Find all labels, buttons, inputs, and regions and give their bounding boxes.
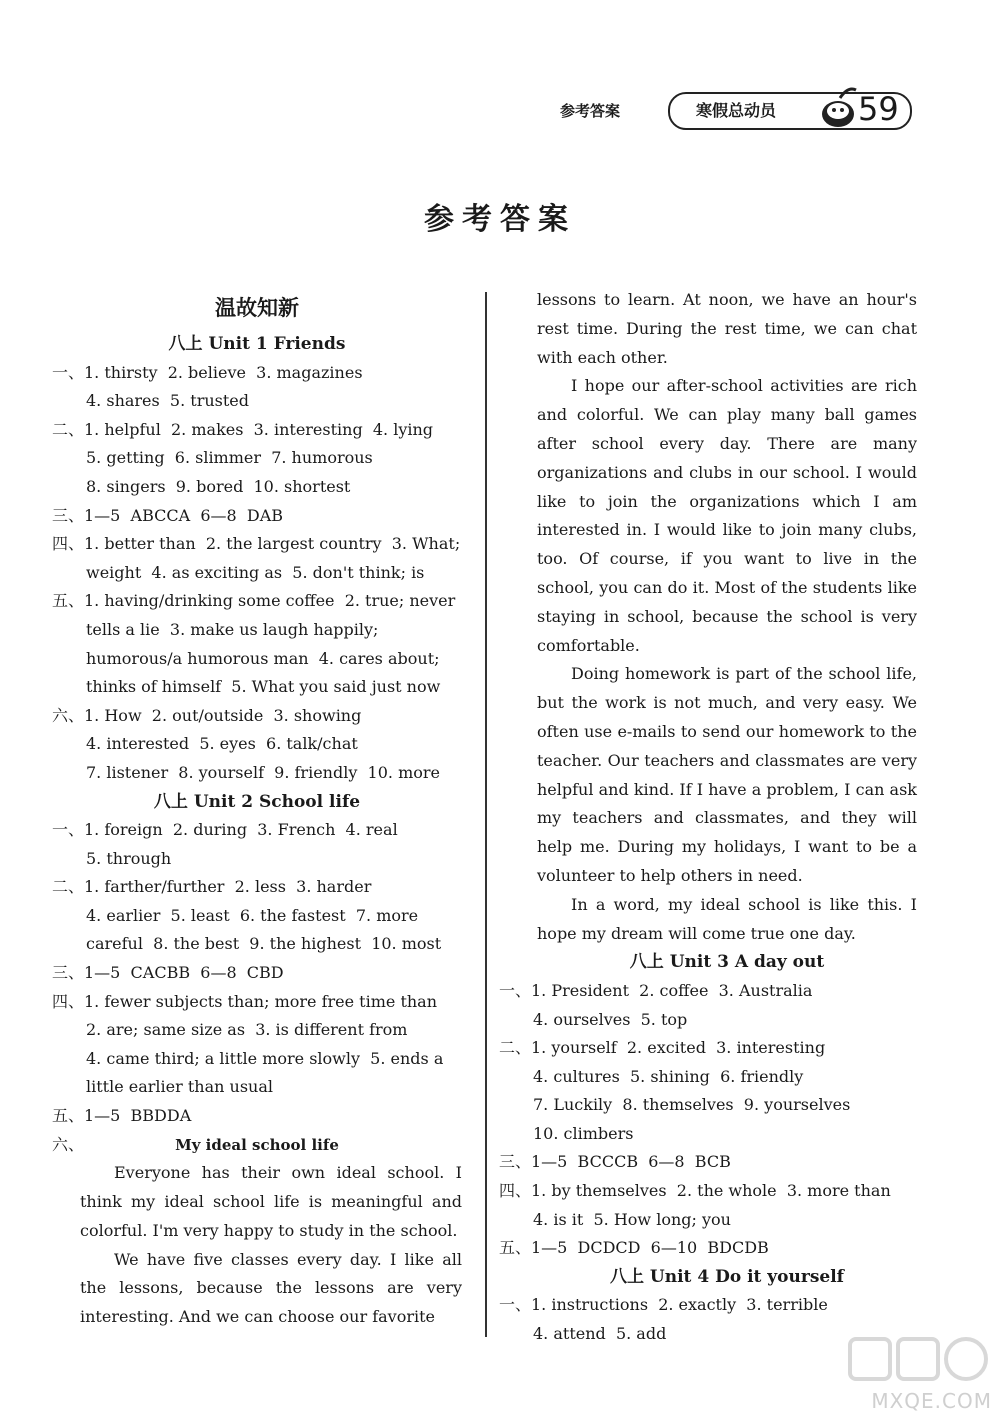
essay-paragraph: In a word, my ideal school is like this. I hope my dream will come true one day.	[537, 894, 917, 943]
answer-line: 四、1. fewer subjects than; more free time than	[52, 991, 438, 1011]
unit1-title: 八上 Unit 1 Friends	[168, 334, 346, 354]
unit2-title: 八上 Unit 2 School life	[153, 791, 361, 812]
answer-line: 4. is it 5. How long; you	[533, 1209, 731, 1229]
header-section-label: 参考答案	[560, 102, 621, 120]
unit2-answers	[52, 816, 462, 1131]
answer-line: 8. singers 9. bored 10. shortest	[86, 476, 351, 496]
answer-line: 二、1. helpful 2. makes 3. interesting 4. lying	[52, 419, 434, 439]
page-header	[560, 84, 920, 136]
answer-line: 一、1. thirsty 2. believe 3. magazines	[52, 362, 363, 382]
answer-line: weight 4. as exciting as 5. don't think; is	[86, 562, 425, 582]
answer-line: thinks of himself 5. What you said just now	[86, 677, 441, 697]
answer-line: humorous/a humorous man 4. cares about;	[86, 648, 440, 668]
mascot-icon	[818, 84, 858, 130]
answer-line: 二、1. yourself 2. excited 3. interesting	[499, 1038, 826, 1058]
answer-line: 四、1. by themselves 2. the whole 3. more than	[499, 1181, 891, 1201]
essay-paragraph: We have five classes every day. I like all the lessons, because the lessons are very interesting. And we can choose our favorite	[80, 1249, 462, 1327]
answer-line: 4. shares 5. trusted	[86, 391, 249, 411]
answer-line: 4. attend 5. add	[533, 1324, 667, 1344]
answer-line: 一、1. President 2. coffee 3. Australia	[499, 980, 813, 1000]
page-number: 59	[858, 90, 899, 128]
watermark-text: MXQE.COM	[871, 1389, 992, 1413]
answer-line: 7. Luckily 8. themselves 9. yourselves	[533, 1095, 851, 1115]
answer-line: 五、1—5 DCDCD 6—10 BDCDB	[499, 1238, 769, 1258]
answer-line: 7. listener 8. yourself 9. friendly 10. more	[86, 762, 440, 782]
answer-line: 三、1—5 ABCCA 6—8 DAB	[52, 505, 284, 525]
answer-line: 4. interested 5. eyes 6. talk/chat	[86, 734, 358, 754]
page-title: 参考答案	[424, 202, 576, 237]
unit3-answers	[499, 977, 917, 1263]
question-six-label: 六、	[52, 1134, 85, 1154]
essay-title: My ideal school life	[175, 1135, 339, 1154]
essay-paragraph: Doing homework is part of the school life, but the work is not much, and very easy. We often use e-mails to send our homework to the teacher. Our teachers and classmates are very helpful and kind. If I have a problem, I can ask my teachers and classmates, and they will help me. During my holidays, I want to be a volunteer to help others in need.	[537, 664, 917, 885]
answer-line: careful 8. the best 9. the highest 10. most	[86, 934, 442, 954]
answer-line: 4. ourselves 5. top	[533, 1009, 688, 1029]
answer-line: 四、1. better than 2. the largest country 3. What;	[52, 534, 461, 554]
answer-line: 五、1. having/drinking some coffee 2. true; never	[52, 591, 456, 611]
answer-line: 一、1. foreign 2. during 3. French 4. real	[52, 820, 398, 840]
essay-header	[52, 1131, 462, 1160]
answer-line: 5. getting 6. slimmer 7. humorous	[86, 448, 373, 468]
column-divider	[485, 292, 487, 1337]
answer-line: 4. earlier 5. least 6. the fastest 7. more	[86, 905, 419, 925]
answer-line: tells a lie 3. make us laugh happily;	[86, 619, 379, 639]
section-heading: 温故知新	[215, 296, 299, 320]
unit4-title: 八上 Unit 4 Do it yourself	[610, 1266, 844, 1287]
unit1-answers	[52, 359, 462, 788]
answer-line: 三、1—5 BCCCB 6—8 BCB	[499, 1152, 731, 1172]
answer-line: 10. climbers	[533, 1123, 634, 1143]
unit3-title: 八上 Unit 3 A day out	[629, 952, 825, 973]
answer-line: 一、1. instructions 2. exactly 3. terrible	[499, 1295, 828, 1315]
answer-line: 4. came third; a little more slowly 5. ends a	[86, 1048, 444, 1068]
right-column	[499, 286, 917, 1349]
answer-line: 二、1. farther/further 2. less 3. harder	[52, 877, 372, 897]
answer-line: 2. are; same size as 3. is different from	[86, 1020, 408, 1040]
essay-paragraph: lessons to learn. At noon, we have an hour's rest time. During the rest time, we can chat with each other.	[537, 290, 917, 367]
answer-line: little earlier than usual	[86, 1077, 273, 1097]
essay-paragraph: Everyone has their own ideal school. I think my ideal school life is meaningful and colorful. I'm very happy to study in the school.	[80, 1163, 462, 1240]
answer-line: 5. through	[86, 848, 172, 868]
essay-paragraph: I hope our after-school activities are rich and colorful. We can play many ball games after school every day. There are many organizations and clubs in our school. I would like to join the organizations which I am interested in. I would like to join many clubs, too. Of course, if you want to live in the school, you can do it. Most of the students like staying in school, because the school is very comfortable.	[537, 376, 917, 655]
answer-line: 六、1. How 2. out/outside 3. showing	[52, 705, 362, 725]
left-column	[52, 286, 462, 1332]
answer-line: 五、1—5 BBDDA	[52, 1106, 192, 1126]
answer-line: 三、1—5 CACBB 6—8 CBD	[52, 963, 284, 983]
header-book-title: 寒假总动员	[696, 101, 777, 120]
answer-line: 4. cultures 5. shining 6. friendly	[533, 1066, 804, 1086]
